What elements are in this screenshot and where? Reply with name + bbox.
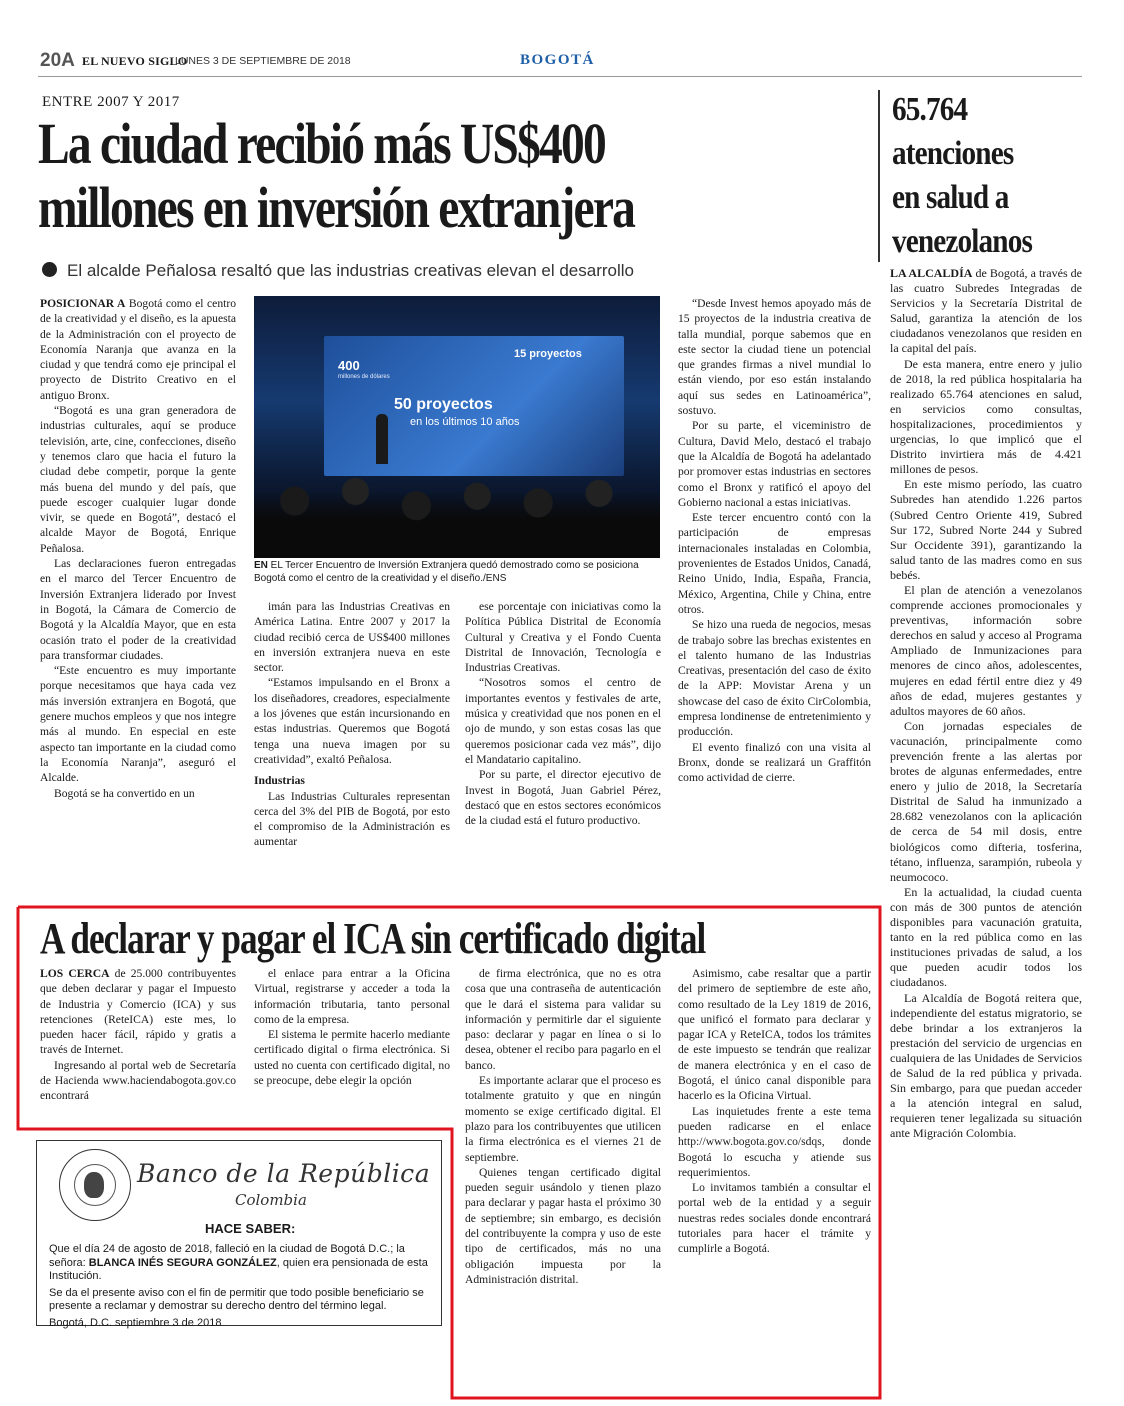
- screen-projects: 15 proyectos: [514, 348, 582, 360]
- paragraph-text: Las inquietudes frente a este tema pueden radicarse en el enlace http://www.bogota.gov.co/sdqs, donde Bogotá lo escucha y atiende sus requerimientos.: [678, 1104, 871, 1179]
- paragraph-text: Es importante aclarar que el proceso es totalmente gratuito y que en ningún momento se exige certificado digital. El plazo para los contribuyentes que utilicen la firma electrónica es el viernes 21 de septiembre.: [465, 1074, 661, 1164]
- main-column-4: [678, 296, 871, 786]
- paragraph: [465, 966, 661, 1073]
- paragraph-text: Por su parte, el director ejecutivo de Invest in Bogotá, Juan Gabriel Pérez, destacó que en estos sectores económicos de la ciudad está el futuro productivo.: [465, 768, 661, 828]
- paragraph: [254, 1027, 450, 1088]
- paragraph-text: de 25.000 contribuyentes que deben declarar y pagar el Impuesto de Industria y Comercio (ICA) y sus retenciones (ReteICA) este mes, lo pueden hacer fácil, rápido y gratis a través de Internet.: [40, 967, 236, 1057]
- paragraph: [890, 991, 1082, 1142]
- main-column-1: [40, 296, 236, 801]
- paragraph-text: Este tercer encuentro contó con la participación de empresas internacionales instaladas en Colombia, provenientes de Estados Unidos, Canadá, Reino Unido, India, España, Francia, México, Argentina, Chile y China, entre otros.: [678, 511, 871, 616]
- screen-figure-sub: millones de dólares: [338, 374, 390, 380]
- notice-body: [49, 1243, 433, 1333]
- paragraph-text: El plan de atención a venezolanos comprende acciones promocionales y preventivas, información sobre derechos en salud y acceso al Programa Ampliado de Inmunizaciones para menores de cinco años, adolescentes, mujeres en edad fértil entre diez y 49 años de edad, mujeres gestantes y adultos mayores de 60 años.: [890, 582, 1082, 718]
- notice-paragraph-1: Que el día 24 de agosto de 2018, falleció en la ciudad de Bogotá D.C.; la señora: BLANCA INÉS SEGURA GONZÁLEZ, quien era pensionada de esta Institución.: [49, 1243, 428, 1282]
- paragraph-text: “Bogotá es una gran generadora de industrias culturales, aquí se produce televisión, arte, cine, confecciones, diseño y tenemos claro que hacia el futuro la ciudad debe competir, porque la gente más buena del mundo y del país, que puede escoger cualquier lugar donde vivir, se quede en Bogotá”, destacó el alcalde Mayor de Bogotá, Enrique Peñalosa.: [40, 404, 236, 555]
- notice-paragraph-2: Se da el presente aviso con el fin de permitir que todo posible beneficiario se presente a reclamar y demostrar su derecho dentro del término legal.: [49, 1286, 424, 1312]
- sidebar-rule: [878, 90, 880, 262]
- ica-column-3: [465, 966, 661, 1287]
- paragraph: [890, 477, 1082, 583]
- header-rule: [38, 76, 1082, 77]
- screen-headline-sub: en los últimos 10 años: [410, 416, 520, 428]
- ica-column-1: [40, 966, 236, 1104]
- paragraph-text: el enlace para entrar a la Oficina Virtual, registrarse y acceder a toda la información tributaria, tanto personal como de la empresa.: [254, 967, 450, 1026]
- paragraph-text: De esta manera, entre enero y julio de 2018, la red pública hospitalaria ha realizado 65.764 atenciones en salud, en servicios como consultas, hospitalizaciones, procedimientos y urgencias, lo que implicó que el Distrito invirtiera más de 4.421 millones de pesos.: [890, 356, 1082, 477]
- article-kicker: ENTRE 2007 Y 2017: [42, 94, 180, 110]
- event-photo: [254, 296, 660, 558]
- paragraph: [678, 617, 871, 739]
- paragraph: [465, 1073, 661, 1165]
- paragraph: [890, 885, 1082, 991]
- sidebar-headline-4: venezolanos: [892, 223, 1032, 260]
- paragraph: [465, 767, 661, 828]
- paragraph-text: “Nosotros somos el centro de importantes eventos y festivales de arte, música y creatividad que nos ponen en el ojo de mundo, y son estas cosas las que queremos posicionar cada vez más”, dijo el Mandatario capitalino.: [465, 676, 661, 766]
- headline-line-2: millones en inversión extranjera: [38, 175, 635, 240]
- paragraph-text: Quienes tengan certificado digital pueden seguir usándolo y tienen plazo para declarar y pagar hasta el próximo 30 de septiembre; sin embargo, es decisión del contribuyente la compra y uso de este tipo de certificados, más no una obligación impuesta por la Administración distrital.: [465, 1165, 661, 1286]
- photo-caption: [254, 559, 660, 585]
- article-headline: [38, 112, 719, 240]
- bank-name: Banco de la República: [137, 1159, 431, 1188]
- paragraph-text: En este mismo período, las cuatro Subredes han atendido 1.226 partos (Subred Centro Oriente 419, Subred Sur 172, Subred Norte 244 y Subred Sur Occidente 391), garantizando la salud tanto de las madres como en sus bebés.: [890, 477, 1082, 582]
- ica-column-2: [254, 966, 450, 1088]
- paragraph: [890, 357, 1082, 478]
- paragraph: [678, 510, 871, 617]
- paragraph: [678, 418, 871, 510]
- paragraph: [678, 1104, 871, 1180]
- paragraph: [40, 403, 236, 556]
- headline-line-1: La ciudad recibió más US$400: [38, 111, 605, 176]
- section-label: BOGOTÁ: [520, 52, 595, 68]
- paragraph: [678, 966, 871, 1104]
- paragraph: [678, 740, 871, 786]
- issue-date: LUNES 3 DE SEPTIEMBRE DE 2018: [175, 55, 351, 67]
- lead-in: LA ALCALDÍA: [890, 266, 973, 280]
- lead-in: POSICIONAR A: [40, 297, 126, 310]
- paragraph-text: Lo invitamos también a consultar el portal web de la entidad y a seguir nuestras redes sociales donde encontrará tutoriales para hacer el trámite y cumplirle a Bogotá.: [678, 1181, 871, 1256]
- main-column-2: [254, 599, 450, 850]
- paragraph-text: El sistema le permite hacerlo mediante certificado digital o firma electrónica. Si usted no cuenta con certificado digital, no se preocupe, debe elegir la opción: [254, 1028, 450, 1088]
- paragraph-text: ese porcentaje con iniciativas como la Política Pública Distrital de Economía Cultural y Creativa y el Fondo Cuenta Distrital de Innovación, Tecnología e Industrias Creativas.: [465, 600, 661, 675]
- bank-country: Colombia: [235, 1191, 307, 1209]
- paragraph: [678, 1180, 871, 1256]
- paragraph: [254, 966, 450, 1027]
- screen-figure: 400: [338, 358, 360, 373]
- paragraph: [890, 266, 1082, 357]
- subheading: Industrias: [254, 774, 305, 788]
- paragraph-text: Con jornadas especiales de vacunación, principalmente como prevención frente a las alertas por brotes de algunas enfermedades, entre enero y julio de 2018, la Secretaría Distrital de Salud ha inmunizado a 28.682 venezolanos con la aplicación de cerca de 54 mil dosis, entre biológicos como difteria, tosferina, tétano, influenza, sarampión, rubeola y neumococo.: [890, 718, 1082, 884]
- paragraph-text: Asimismo, cabe resaltar que a partir del primero de septiembre de este año, como resultado de la Ley 1819 de 2016, que unificó el formato para declarar y pagar ICA y ReteICA, todos los trámites de este impuesto se tendrán que realizar de manera electrónica y en el caso de Bogotá, el único canal disponible para hacerlo es la Oficina Virtual.: [678, 967, 871, 1103]
- paragraph: [40, 786, 236, 801]
- paragraph-text: de firma electrónica, que no es otra cosa que una contraseña de autenticación que le dará el sistema para validar su información y permitirle dar el siguiente paso: declarar y pagar en línea o si lo desea, obtener el recibo para pagarlo en el banco.: [465, 967, 661, 1072]
- paragraph: [890, 719, 1082, 885]
- paragraph-text: Por su parte, el viceministro de Cultura, David Melo, destacó el trabajo que la Alcaldía de Bogotá ha adelantado por promover estas industrias en sectores como el Bronx y ratificó el apoyo del Gobierno nacional a estas iniciativas.: [678, 419, 871, 509]
- paragraph: [40, 556, 236, 663]
- sidebar-body: [890, 266, 1082, 1141]
- page-header: [40, 50, 1082, 74]
- paragraph-text: imán para las Industrias Creativas en América Latina. Entre 2007 y 2017 la ciudad recibió cerca de US$400 millones en inversión extranjera nueva en este sector.: [254, 600, 450, 675]
- page-number: 20A: [40, 50, 75, 71]
- paragraph-text: “Este encuentro es muy importante porque necesitamos que haya cada vez más inversión extranjera en Bogotá, que genere muchos empleos y que nos integre más al mundo. En especial en este aspecto tan importante en la ciudad como la Economía Naranja”, aseguró el Alcalde.: [40, 664, 236, 785]
- dek-text: El alcalde Peñalosa resaltó que las industrias creativas elevan el desarrollo: [67, 261, 634, 280]
- paragraph: [254, 789, 450, 850]
- bank-notice: [36, 1140, 442, 1329]
- ica-headline: A declarar y pagar el ICA sin certificado digital: [40, 914, 706, 963]
- paragraph: [40, 296, 236, 403]
- paragraph: [254, 675, 450, 767]
- paragraph: [40, 966, 236, 1058]
- paragraph: [254, 599, 450, 675]
- main-column-3: [465, 599, 661, 828]
- sidebar-headline-1: 65.764: [892, 91, 968, 128]
- lead-in: LOS CERCA: [40, 967, 110, 980]
- paragraph-text: En la actualidad, la ciudad cuenta con más de 300 puntos de atención disponibles para vacunación gratuita, tanto en la red pública como en las instituciones privadas de salud, a los que pueden acudir todos los ciudadanos.: [890, 884, 1082, 990]
- projection-screen: [324, 336, 624, 476]
- screen-headline: 50 proyectos: [394, 396, 493, 413]
- sidebar-headline-3: en salud a: [892, 179, 1009, 216]
- paragraph-text: El evento finalizó con una visita al Bronx, donde se realizará un Graffitón como actividad de cierre.: [678, 740, 871, 785]
- ica-column-4: [678, 966, 871, 1257]
- paragraph: [40, 663, 236, 785]
- paragraph: [465, 1165, 661, 1287]
- notice-date: Bogotá, D.C. septiembre 3 de 2018: [49, 1316, 222, 1329]
- paragraph-text: La Alcaldía de Bogotá reitera que, independiente del estatus migratorio, se debe brindar a los extranjeros la prestación del servicio de urgencias en cualquiera de las Unidades de Servicios de Salud de la red pública y privada. Sin embargo, para que puedan acceder a la atención integral en salud, requieren tener legalizada su situación ante Migración Colombia.: [890, 990, 1082, 1141]
- paragraph-text: Se hizo una rueda de negocios, mesas de trabajo sobre las brechas existentes en el talento humano de las Industrias Creativas, presentación del caso de éxito de la APP: Movistar Arena y un showcase del caso de éxito CirColombia, empresa londinense de entretenimiento y producción.: [678, 618, 871, 739]
- sidebar-headline: [892, 88, 1055, 264]
- paragraph: [465, 599, 661, 675]
- notice-heading: HACE SABER:: [205, 1221, 296, 1236]
- paragraph: [678, 296, 871, 418]
- paragraph-text: Bogotá se ha convertido en un: [54, 786, 195, 800]
- caption-lead: EN: [254, 560, 268, 571]
- paragraph-text: Bogotá como el centro de la creatividad y el diseño, es la apuesta de la Administración con el proyecto de Economía Naranja que avanza en la ciudad y que tendrá como eje principal el proyecto de Distrito Creativo en el antiguo Bronx.: [40, 297, 236, 402]
- paragraph-text: “Estamos impulsando en el Bronx a los diseñadores, creadores, especialmente a los jóvenes que están incursionando en estas industrias. Queremos que Bogotá tenga una nueva imagen por su creatividad”, exaltó Peñalosa.: [254, 676, 450, 766]
- paragraph: [890, 583, 1082, 719]
- caption-text: EL Tercer Encuentro de Inversión Extranjera quedó demostrado como se posiciona Bogotá como el centro de la creatividad y el diseño./ENS: [254, 560, 639, 584]
- article-dek: [42, 261, 634, 281]
- bank-seal-icon: [59, 1149, 131, 1221]
- paragraph-text: de Bogotá, a través de las cuatro Subredes Integradas de Servicios y la Secretaría Distrital de Salud, garantiza la atención de los ciudadanos venezolanos que residen en la capital del país.: [890, 266, 1083, 356]
- paragraph-text: Las declaraciones fueron entregadas en el marco del Tercer Encuentro de Inversión Extranjera liderado por Invest in Bogotá, la Cámara de Comercio de Bogotá y la Alcaldía Mayor, que en esta ocasión trato el poder de la creatividad para transformar ciudades.: [40, 557, 236, 662]
- paragraph-text: Las Industrias Culturales representan cerca del 3% del PIB de Bogotá, por esto el compromiso de la Administración es aumentar: [254, 789, 450, 849]
- audience: [254, 463, 660, 558]
- bullet-icon: [42, 262, 57, 277]
- sidebar-headline-2: atenciones: [892, 135, 1014, 172]
- speaker-figure: [376, 414, 388, 464]
- paragraph-text: Ingresando al portal web de Secretaría de Hacienda www.haciendabogota.gov.co encontrará: [40, 1058, 236, 1103]
- masthead: EL NUEVO SIGLO: [82, 54, 188, 68]
- paragraph: [40, 1058, 236, 1104]
- paragraph: [465, 675, 661, 767]
- paragraph-text: “Desde Invest hemos apoyado más de 15 proyectos de la industria creativa de talla mundial, porque sabemos que en este sector la ciudad tiene un potencial que grandes firmas a nivel mundial lo están viendo, por eso están instalando aquí sus sedes en Latinoamérica”, sostuvo.: [678, 297, 871, 418]
